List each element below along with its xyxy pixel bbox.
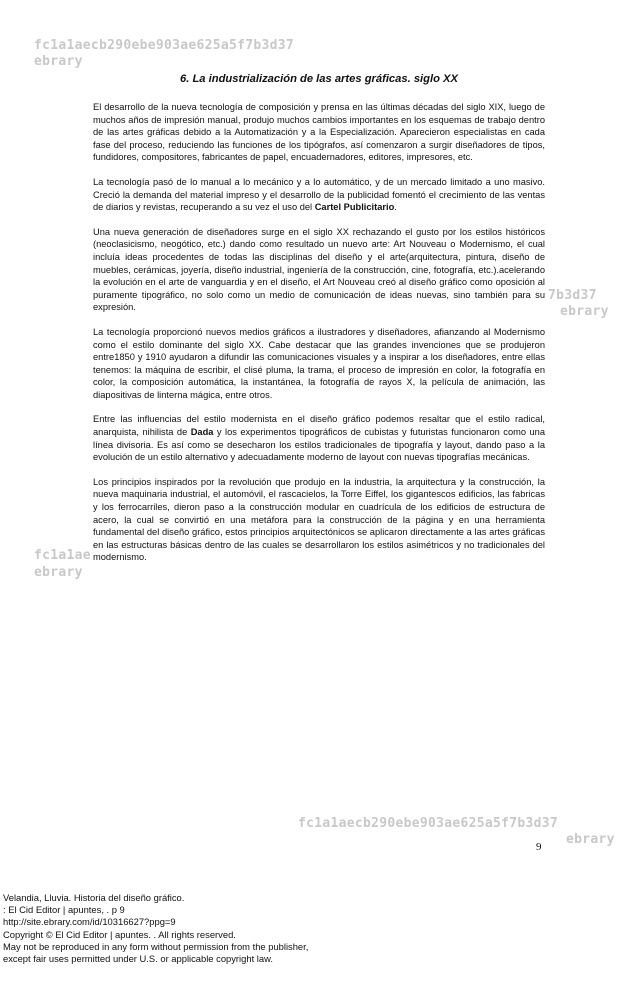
watermark-brand: ebrary [566,832,615,847]
bold-term: Dada [190,427,214,438]
watermark-brand: ebrary [34,54,83,69]
page-number: 9 [536,841,542,853]
footer-line: May not be reproduced in any form without permission from the publisher, [3,940,309,952]
section-title: 6. La industrialización de las artes gráficas. siglo XX [180,73,458,85]
footer-link[interactable]: http://site.ebrary.com/id/10316627?ppg=9 [3,916,176,928]
paragraph: Los principios inspirados por la revolución que produjo en la industria, la arquitectura y la construcción, la nueva maquinaria industrial, el automóvil, el rascacielos, la Torre Eiffel, los gigantescos edificios, las fabricas y los ferrocarriles, dieron paso a la construcción modular en cuadrícula de los edificios de estructura de acero, la cual se convirtió en una metáfora para la construcción de la página y en una herramienta fundamental del diseño gráfico, estos principios arquitectónicos se aplicaron directamente a las artes gráficas en las estructuras básicas dentro de las cuales se desarrollaron los estilos asimétricos y no tradicionales del modernismo. [93,476,545,563]
paragraph: Una nueva generación de diseñadores surge en el siglo XX rechazando el gusto por los estilos históricos (neoclasicismo, neogótico, etc.) dando como resultado un nuevo arte: Art Nouveau o Modernismo, el cual incluía ideas procedentes de todas las disciplinas del diseño y el arte(arquitectura, pintura, diseño de muebles, cerámicas, joyería, diseño industrial, ingeniería de la construcción, cine, fotografía, etc.).acelerando la evolución en el arte de vanguardia y en el diseño, el Art Nouveau creó al diseño gráfico como oposición al puramente tipográfico, no solo como un medio de comunicación de ideas nuevas, sino también para su expresión. [93,226,545,313]
body-text [93,101,545,576]
footer-line: Copyright © El Cid Editor | apuntes. . All rights reserved. [3,928,236,940]
paragraph: Entre las influencias del estilo modernista en el diseño gráfico podemos resaltar que el estilo radical, anarquista, nihilista de Dada y los experimentos tipográficos de cubistas y futuristas funcionaron como una línea divisoria. Es así como se desecharon los estilos tradicionales de tipografía y layout, dando paso a la evolución de un estilo alternativo y adecuadamente moderno de layout con nuevas tipografías mecánicas. [93,414,545,463]
watermark-code-partial: 7b3d37 [548,288,597,303]
footer-line: except fair uses permitted under U.S. or applicable copyright law. [3,953,273,965]
watermark-code-partial-left: fc1a1ae [34,548,91,563]
paragraph: El desarrollo de la nueva tecnología de composición y prensa en las últimas décadas del siglo XIX, luego de muchos años de impresión manual, produjo muchos cambios importantes en los esquemas de trabajo dentro de las artes gráficas debido a la Automatización y a la Especialización. Aparecieron especialistas en cada fase del proceso, reduciendo las funciones de los tipógrafos, así comenzaron a surgir diseñadores de tipos, fundidores, compositores, fabricantes de papel, encuadernadores, editores, impresores, etc. [93,102,545,163]
paragraph: La tecnología proporcionó nuevos medios gráficos a ilustradores y diseñadores, afianzando al Modernismo como el estilo dominante del siglo XX. Cabe destacar que las grandes invenciones que se produjeron entre1850 y 1910 ayudaron a difundir las comunicaciones visuales y a inspirar a los diseñadores, entre ellas tenemos: la máquina de escribir, el clisé pluma, la trama, el proceso de impresión en color, la fotografía en color, la composición automática, la instantánea, la fotografía de rayos X, la película de animación, las diapositivas de linterna mágica, entre otros. [93,326,545,400]
footer-line: Velandia, Lluvia. Historia del diseño gráfico. [3,892,185,903]
footer-line: : El Cid Editor | apuntes, . p 9 [3,904,125,916]
paragraph: La tecnología pasó de lo manual a lo mecánico y a lo automático, y de un mercado limitado a uno masivo. Creció la demanda del material impreso y el desarrollo de la publicidad fomentó el crecimiento de las ventas de diarios y revistas, recuperando a su vez el uso del Cartel Publicitario. [93,176,545,213]
bold-term: Cartel Publicitario [314,202,395,213]
watermark-code: fc1a1aecb290ebe903ae625a5f7b3d37 [34,38,295,53]
citation-footer [3,892,633,965]
watermark-brand: ebrary [34,565,83,580]
watermark-brand: ebrary [560,304,609,319]
watermark-code-bottom: fc1a1aecb290ebe903ae625a5f7b3d37 [298,816,559,831]
